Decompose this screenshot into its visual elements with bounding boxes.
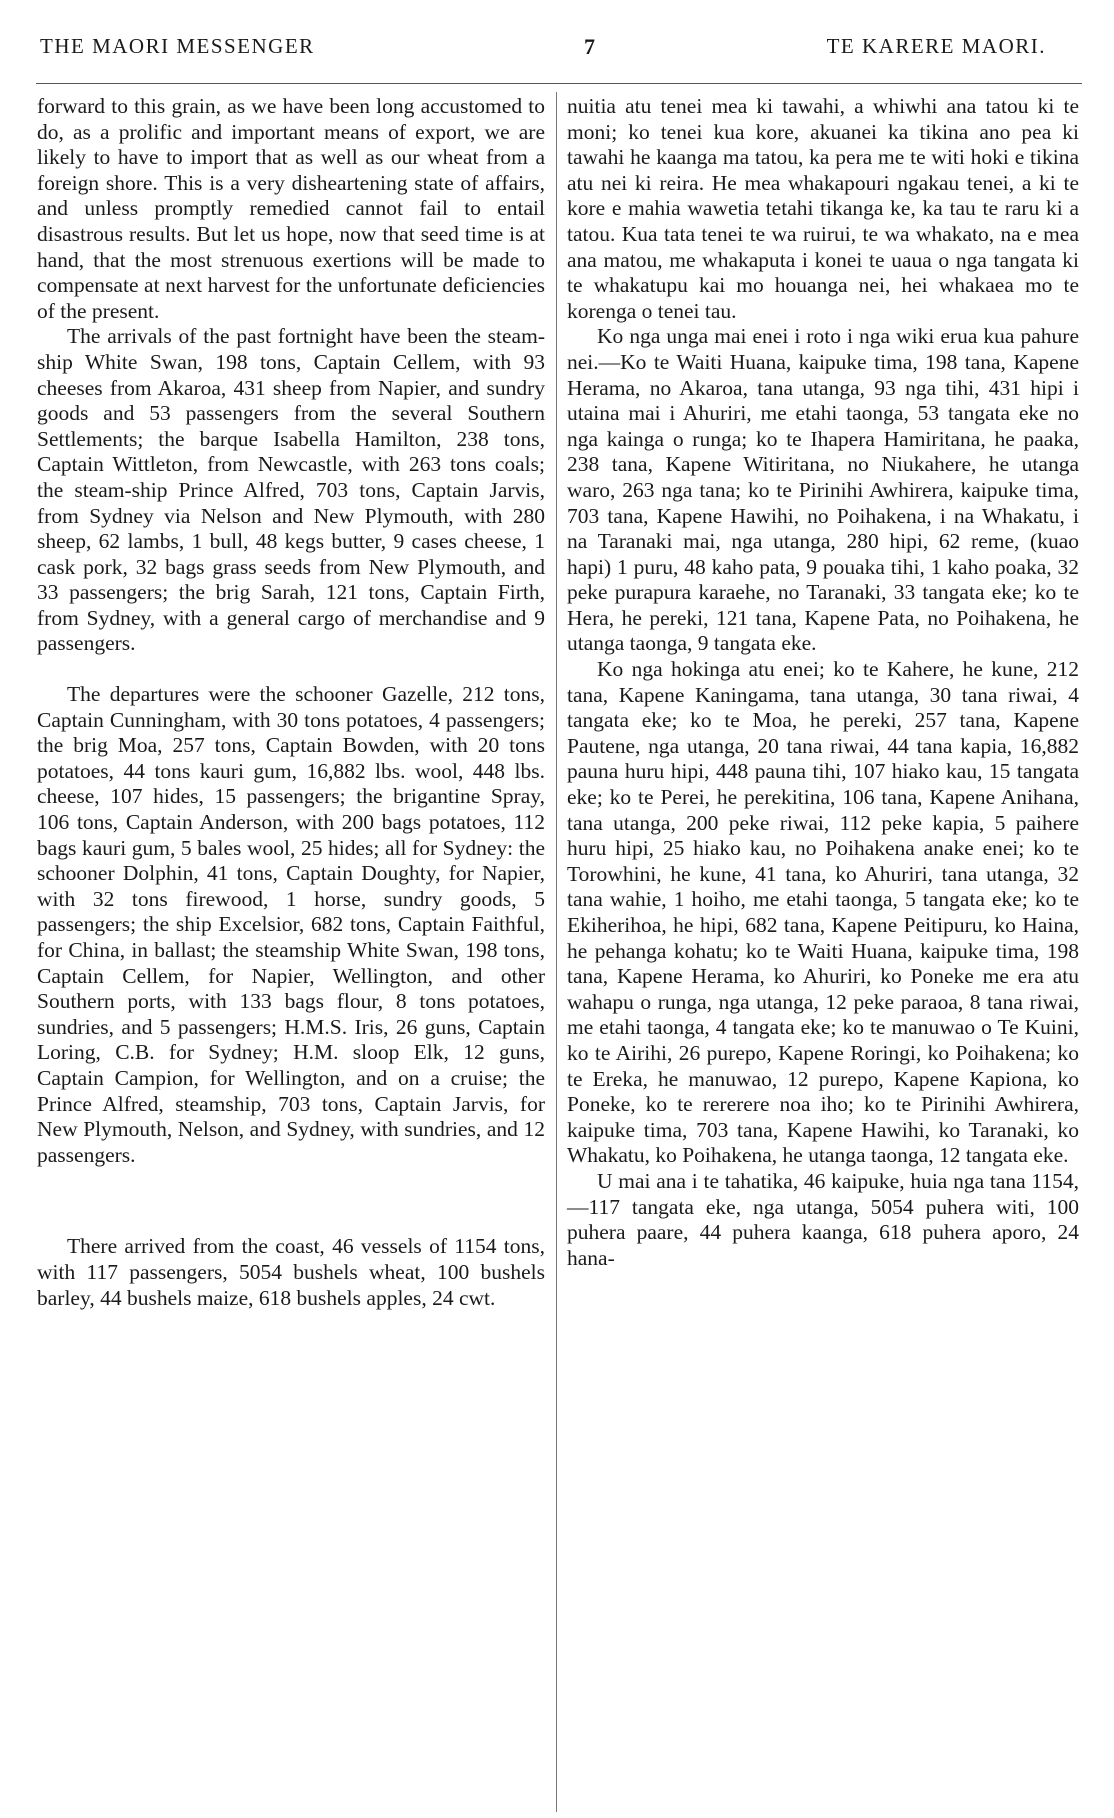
english-paragraph-departures: The departures were the schooner Gazelle, 212 tons, Captain Cunningham, with 30 tons potatoes, 4 passengers; the brig Moa, 257 tons, Captain Bowden, with 20 tons potatoes, 44 tons kauri gum, 16,882 lbs. wool, 448 lbs. cheese, 107 hides, 15 passengers; the brigantine Spray, 106 tons, Captain Anderson, with 200 bags potatoes, 112 bags kauri gum, 5 bales wool, 25 hides; all for Sydney: the schooner Dolphin, 41 tons, Captain Doughty, for Napier, with 32 tons firewood, 1 horse, sundry goods, 5 passengers; the ship Excelsior, 682 tons, Captain Faithful, for China, in ballast; the steamship White Swan, 198 tons, Captain Cellem, for Napier, Wellington, and other Southern ports, with 133 bags flour, 8 tons potatoes, sundries, and 5 passengers; H.M.S. Iris, 26 guns, Captain Loring, C.B. for Sydney; H.M. sloop Elk, 12 guns, Captain Campion, for Wellington, and on a cruise; the Prince Alfred, steamship, 703 tons, Captain Jarvis, for New Plymouth, Nelson, and Sydney, with sundries, and 12 passengers. (37, 682, 545, 1167)
maori-column (567, 94, 1079, 1271)
english-paragraph-grain: forward to this grain, as we have been long accustomed to do, as a prolific and important means of export, we are likely to have to import that as well as our wheat from a foreign shore. This is a very disheartening state of affairs, and unless promptly remedied cannot fail to entail disastrous results. But let us hope, now that seed time is at hand, that the most strenuous exertions will be made to compensate at next harvest for the unfortunate deficiencies of the present. (37, 94, 545, 323)
english-paragraph-coastal: There arrived from the coast, 46 vessels of 1154 tons, with 117 passengers, 5054 bushels wheat, 100 bushels barley, 44 bushels maize, 618 bushels apples, 24 cwt. (37, 1234, 545, 1310)
english-paragraph-arrivals: The arrivals of the past fortnight have been the steam-ship White Swan, 198 tons, Captain Cellem, with 93 cheeses from Akaroa, 431 sheep from Napier, and sundry goods and 53 passengers from the several Southern Settlements; the barque Isabella Hamilton, 238 tons, Captain Wittleton, from Newcastle, with 263 tons coals; the steam-ship Prince Alfred, 703 tons, Captain Jarvis, from Sydney via Nelson and New Plymouth, with 280 sheep, 62 lambs, 1 bull, 48 kegs butter, 9 cases cheese, 1 cask pork, 32 bags grass seeds from New Plymouth, and 33 passengers; the brig Sarah, 121 tons, Captain Firth, from Sydney, with a general cargo of merchandise and 9 passengers. (37, 324, 545, 656)
english-column (37, 94, 545, 1311)
maori-paragraph-tahatika: U mai ana i te tahatika, 46 kaipuke, huia nga tana 1154,—117 tangata eke, nga utanga, 5054 puhera witi, 100 puhera paare, 44 puhera kaanga, 618 puhera aporo, 24 hana- (567, 1168, 1079, 1270)
english-masthead: THE MAORI MESSENGER (40, 34, 315, 58)
page-header (36, 34, 1086, 70)
maori-masthead: TE KARERE MAORI. (826, 34, 1046, 58)
column-divider (556, 92, 557, 1812)
maori-paragraph-kaanga: nuitia atu tenei mea ki tawahi, a whiwhi ana tatou ki te moni; ko tenei kua kore, akuanei ka tikina ano pea ki tawahi he kaanga ma tatou, ka pera me te witi hoki e tikina atu nei ki reira. He mea whakapouri ngakau tenei, a ki te kore e mahia wawetia tetahi tikanga ke, ka tau te raru ki a tatou. Kua tata tenei te wa ruirui, te wa whakato, na e mea ana matou, me whakaputa i konei te uaua o nga tangata ki te whakatupu kai mo houanga nei, hei whakaea mo te korenga o tenei tau. (567, 94, 1079, 323)
maori-paragraph-hokinga: Ko nga hokinga atu enei; ko te Kahere, he kune, 212 tana, Kapene Kaningama, tana utanga, 30 tana riwai, 4 tangata eke; ko te Moa, he pereki, 257 tana, Kapene Pautene, nga utanga, 20 tana riwai, 44 tana kapia, 16,882 pauna huru hipi, 448 pauna tihi, 107 hiako kau, 15 tangata eke; ko te Perei, he perekitina, 106 tana, Kapene Anihana, tana utanga, 200 peke riwai, 112 peke kapia, 5 paihere huru hipi, 25 hiako kau, no Poihakena anake enei; ko te Torowhini, he kune, 41 tana, ko Ahuriri, tana utanga, 32 tana wahie, 1 hoiho, me etahi taonga, 5 tangata eke; ko te Ekiherihoa, he hipi, 682 tana, Kapene Peitipuru, ko Haina, he pehanga kohatu; ko te Waiti Huana, kaipuke tima, 198 tana, Kapene Herama, ko Ahuriri, ko Poneke me era atu wahapu o runga, nga utanga, 12 peke paraoa, 8 tana riwai, me etahi taonga, 4 tangata eke; ko te manuwao o Te Kuini, ko te Airihi, 26 purepo, Kapene Roringi, ko Poihakena; ko te Ereka, he manuwao, 12 purepo, Kapene Kapiona, ko Poneke, ko te rererere noa iho; ko te Pirinihi Awhirera, kaipuke tima, 703 tana, Kapene Hawihi, ko Taranaki, ko Whakatu, ko Poihakena, he utanga taonga, 12 tangata eke. (567, 657, 1079, 1168)
maori-paragraph-unga: Ko nga unga mai enei i roto i nga wiki erua kua pahure nei.—Ko te Waiti Huana, kaipuke tima, 198 tana, Kapene Herama, no Akaroa, tana utanga, 93 nga tihi, 431 hipi i utaina mai i Ahuriri, me etahi taonga, 53 tangata eke no nga kainga o runga; ko te Ihapera Hamiritana, he paaka, 238 tana, Kapene Witiritana, no Niukahere, he utanga waro, 263 nga tana; ko te Pirinihi Awhirera, kaipuke tima, 703 tana, Kapene Hawihi, no Poihakena, i na Whakatu, i na Taranaki mai, nga utanga, 280 hipi, 62 reme, (kuao hapi) 1 puru, 48 kaho pata, 9 pouaka tihi, 1 kaho poaka, 32 peke purapura karaehe, no Taranaki, 33 tangata eke; ko te Hera, he pereki, 121 tana, Kapene Pata, no Poihakena, he utanga taonga, 9 tangata eke. (567, 324, 1079, 656)
page-number: 7 (584, 34, 595, 59)
header-rule (36, 83, 1082, 84)
